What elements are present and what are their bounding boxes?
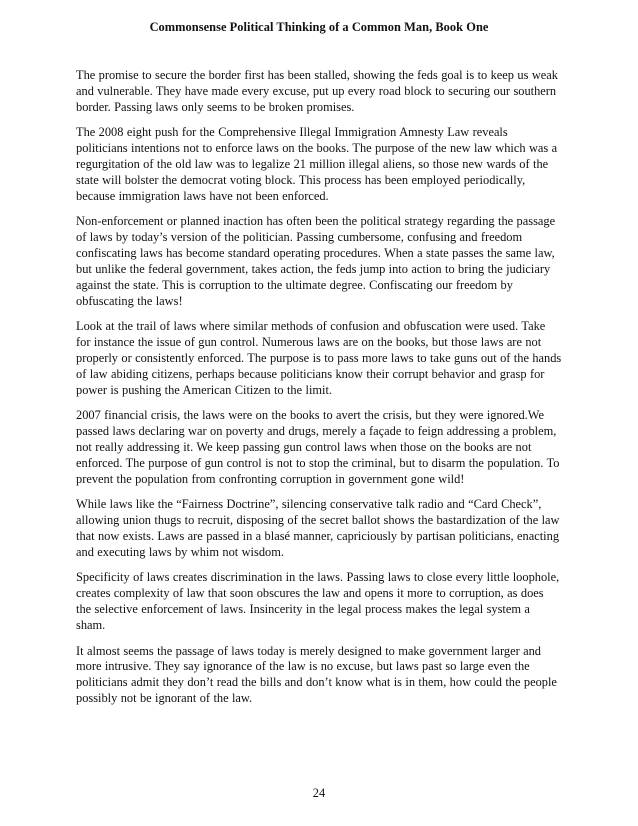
page-number: 24 — [312, 786, 326, 800]
paragraph-financial-crisis: 2007 financial crisis, the laws were on the books to avert the crisis, but they were ignored.We passed laws declaring war on poverty and drugs, merely a façade to feign addressing a problem, not really addressing it. We keep passing gun control laws when those on the books are not enforced. The purpose of gun control is not to stop the criminal, but to disarm the population. To prevent the population from confronting corruption in government gone wild! — [76, 408, 560, 486]
running-header: Commonsense Political Thinking of a Common Man, Book One — [149, 20, 489, 34]
paragraph-border: The promise to secure the border first has been stalled, showing the feds goal is to keep us weak and vulnerable. They have made every excuse, put up every road block to securing our southern border. Passing laws only seems to be broken promises. — [76, 68, 558, 114]
body-text — [76, 68, 562, 717]
paragraph-specificity: Specificity of laws creates discrimination in the laws. Passing laws to close every little loophole, creates complexity of law that soon obscures the law and opens it more to corruption, as does the selective enforcement of laws. Insincerity in the legal process makes the legal system a sham. — [76, 570, 560, 633]
paragraph-non-enforcement: Non-enforcement or planned inaction has often been the political strategy regarding the passage of laws by today’s version of the politician. Passing cumbersome, confusing and freedom confiscating laws has become standard operating procedures. When a state passes the same law, but unlike the federal government, takes action, the feds jump into action to bring the judiciary against the state. This is corruption to the ultimate degree. Confiscating our freedom by obfuscating the laws! — [76, 214, 556, 308]
paragraph-passage-of-laws: It almost seems the passage of laws today is merely designed to make government larger and more intrusive. They say ignorance of the law is no excuse, but laws past so large even the politicians admit they don’t read the bills and don’t know what is in them, how could the people possibly not be ignorant of the law. — [76, 643, 557, 706]
paragraph-fairness-doctrine: While laws like the “Fairness Doctrine”, silencing conservative talk radio and “Card Check”, allowing union thugs to recruit, disposing of the secret ballot shows the bastardization of the law that now exists. Laws are passed in a blasé manner, capriciously by partisan politicians, enacting and executing laws by whim not wisdom. — [76, 497, 560, 559]
paragraph-gun-control: Look at the trail of laws where similar methods of confusion and obfuscation were used. Take for instance the issue of gun control. Numerous laws are on the books, but those laws are not properly or consistently enforced. The purpose is to pass more laws to take guns out of the hands of law abiding citizens, perhaps because politicians know their corrupt behavior and grasp for power is pushing the American Citizen to the limit. — [76, 319, 562, 397]
paragraph-amnesty-law: The 2008 eight push for the Comprehensive Illegal Immigration Amnesty Law reveals politicians intentions not to enforce laws on the books. The purpose of the new law which was a regurgitation of the old law was to legalize 21 million illegal aliens, so those new wards of the state will bolster the democrat voting block. This process has been employed periodically, because immigration laws have not been enforced. — [76, 125, 558, 203]
